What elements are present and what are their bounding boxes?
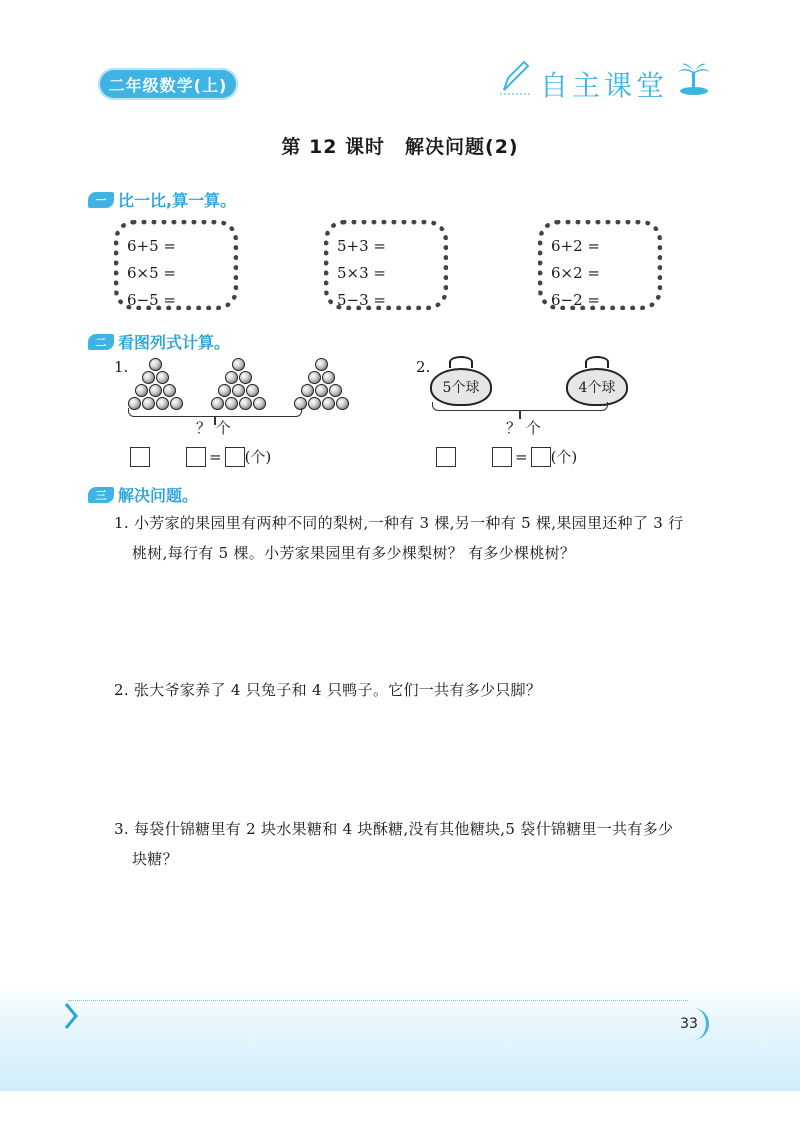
expression: 6+5 = bbox=[127, 237, 176, 255]
expression: 6−2 = bbox=[551, 291, 600, 309]
apple-icon bbox=[128, 358, 183, 410]
answer-box[interactable] bbox=[492, 447, 512, 467]
palm-tree-icon bbox=[676, 60, 712, 96]
bag-icon: 4个球 bbox=[566, 356, 628, 406]
answer-box[interactable] bbox=[531, 447, 551, 467]
problem-2-label: 2. bbox=[416, 358, 431, 376]
question-3-line-1: 3. 每袋什锦糖里有 2 块水果糖和 4 块酥糖,没有其他糖块,5 袋什锦糖里一共有多少 bbox=[114, 820, 674, 838]
answer-box[interactable] bbox=[186, 447, 206, 467]
equals-sign: = bbox=[209, 447, 222, 466]
answer-box[interactable] bbox=[225, 447, 245, 467]
answer-box[interactable] bbox=[130, 447, 150, 467]
expression: 6×2 = bbox=[551, 264, 600, 282]
apple-icon bbox=[211, 358, 266, 410]
answer-box[interactable] bbox=[436, 447, 456, 467]
section-number: 一 bbox=[88, 192, 114, 208]
question-1-line-1: 1. 小芳家的果园里有两种不同的梨树,一种有 3 棵,另一种有 5 棵,果园里还种了 3 行 bbox=[114, 514, 684, 532]
expression: 5−3 = bbox=[337, 291, 386, 309]
answer-row-1 bbox=[130, 446, 271, 467]
calc-frame-3 bbox=[538, 220, 662, 310]
equals-sign: = bbox=[515, 447, 528, 466]
question-1-line-2: 桃树,每行有 5 棵。小芳家果园里有多少棵梨树？ 有多少棵桃树？ bbox=[132, 544, 576, 562]
section-title: 看图列式计算。 bbox=[118, 333, 231, 352]
problem-1-label: 1. bbox=[114, 358, 129, 376]
unit-label: (个) bbox=[244, 448, 272, 466]
answer-row-2 bbox=[436, 446, 577, 467]
unit-label: (个) bbox=[550, 448, 578, 466]
apple-icon bbox=[294, 358, 349, 410]
grade-badge: 二年级数学(上) bbox=[98, 68, 238, 100]
section-3-heading bbox=[88, 483, 198, 506]
pencil-icon bbox=[498, 56, 532, 96]
question-3-line-2: 块糖？ bbox=[132, 850, 178, 868]
question-total-1: ？ 个 bbox=[196, 419, 231, 437]
expression: 6−5 = bbox=[127, 291, 176, 309]
page-title: 第 12 课时 解决问题(2) bbox=[281, 136, 519, 158]
calc-frame-2 bbox=[324, 220, 448, 310]
section-number: 三 bbox=[88, 487, 114, 503]
expression: 5×3 = bbox=[337, 264, 386, 282]
expression: 6×5 = bbox=[127, 264, 176, 282]
calc-frame-1 bbox=[114, 220, 238, 310]
expression: 6+2 = bbox=[551, 237, 600, 255]
brand-title: 自主课堂 bbox=[540, 69, 669, 102]
section-title: 比一比,算一算。 bbox=[118, 191, 237, 210]
question-2: 2. 张大爷家养了 4 只兔子和 4 只鸭子。它们一共有多少只脚？ bbox=[114, 681, 542, 699]
chevron-right-icon bbox=[63, 1000, 79, 1032]
section-2-heading bbox=[88, 330, 230, 353]
page-number: 33 bbox=[672, 1008, 709, 1040]
question-total-2: ？ 个 bbox=[506, 419, 541, 437]
expression: 5+3 = bbox=[337, 237, 386, 255]
section-number: 二 bbox=[88, 334, 114, 350]
section-title: 解决问题。 bbox=[118, 486, 199, 505]
footer-divider bbox=[68, 1000, 688, 1001]
apple-groups bbox=[128, 358, 349, 410]
bag-icon: 5个球 bbox=[430, 356, 492, 406]
section-1-heading bbox=[88, 188, 236, 211]
